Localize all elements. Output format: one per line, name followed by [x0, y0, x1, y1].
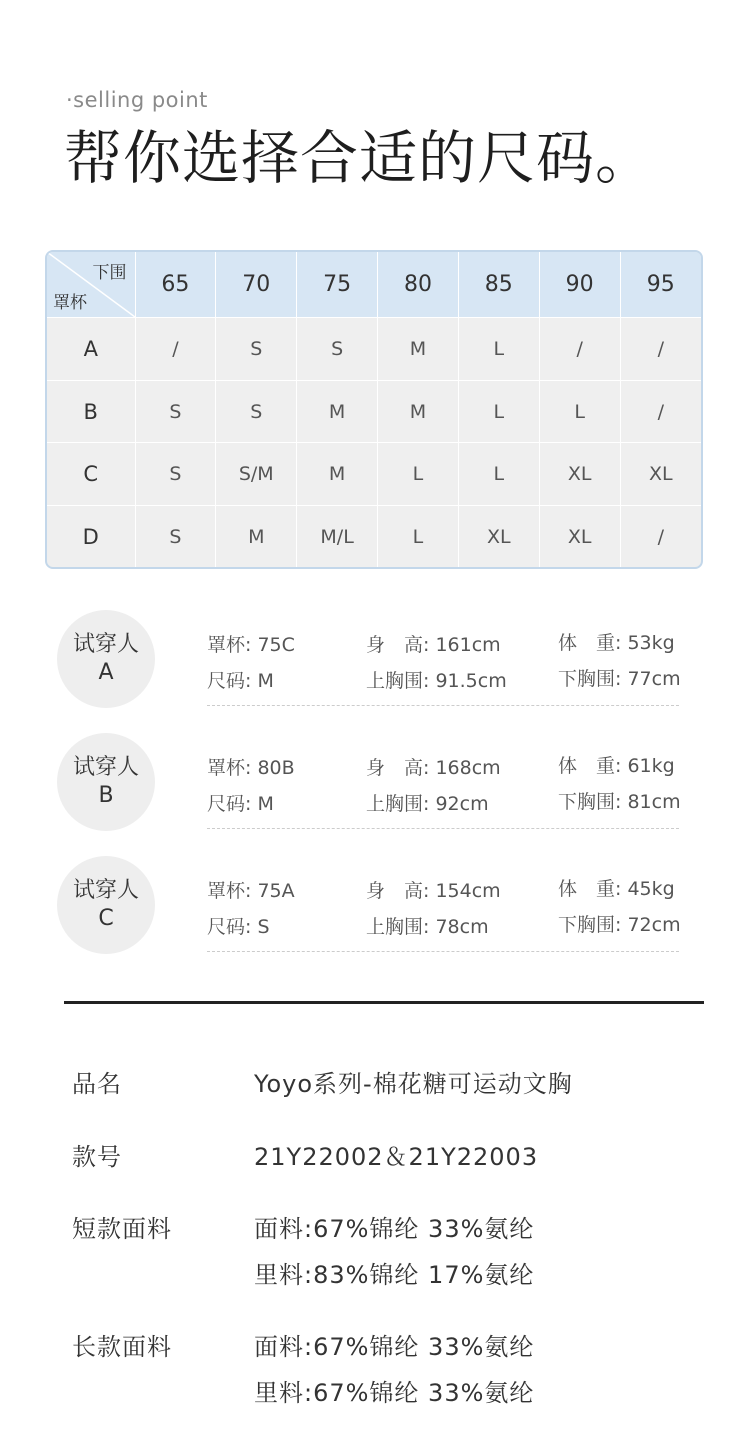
- tester-under-bust: 下胸围: 77cm: [558, 668, 681, 690]
- table-row: [47, 443, 701, 506]
- tester-height: 身 高: 154cm: [366, 880, 501, 902]
- short-fabric-label: 短款面料: [72, 1215, 172, 1243]
- size-cell: XL: [458, 506, 539, 567]
- cup-row-header: A: [47, 318, 135, 381]
- style-number-label: 款号: [72, 1143, 122, 1171]
- size-cell: S: [135, 380, 216, 443]
- tester-name: 试穿人: [72, 632, 139, 657]
- size-cell: L: [458, 318, 539, 381]
- size-cell: M: [297, 443, 378, 506]
- tester-avatar: [57, 610, 155, 708]
- underbust-column-header: 85: [458, 252, 539, 318]
- tester-card-c: [0, 856, 750, 966]
- tester-card-a: [0, 610, 750, 720]
- tester-height: 身 高: 168cm: [366, 757, 501, 779]
- product-name-value: Yoyo系列-棉花糖可运动文胸: [254, 1070, 573, 1098]
- tester-upper-bust: 上胸围: 92cm: [366, 793, 489, 815]
- table-row: [47, 506, 701, 567]
- size-chart-table: [45, 250, 703, 569]
- tester-id: C: [98, 906, 114, 931]
- tester-cup: 罩杯: 75C: [207, 634, 295, 656]
- underbust-column-header: 65: [135, 252, 216, 318]
- tester-cup: 罩杯: 75A: [207, 880, 295, 902]
- product-name-label: 品名: [72, 1070, 122, 1098]
- size-table-corner-cell: [47, 252, 135, 318]
- underbust-column-header: 80: [378, 252, 459, 318]
- size-cell: L: [458, 380, 539, 443]
- tester-under-bust: 下胸围: 81cm: [558, 791, 681, 813]
- underbust-axis-label: 下围: [92, 263, 127, 283]
- cup-row-header: D: [47, 506, 135, 567]
- size-cell: S: [297, 318, 378, 381]
- size-cell: /: [135, 318, 216, 381]
- tester-id: A: [98, 660, 114, 685]
- size-cell: S: [135, 506, 216, 567]
- tester-card-b: [0, 733, 750, 843]
- size-cell: S/M: [216, 443, 297, 506]
- size-cell: XL: [539, 506, 620, 567]
- tester-upper-bust: 上胸围: 78cm: [366, 916, 489, 938]
- long-fabric-outer: 面料:67%锦纶 33%氨纶: [254, 1333, 535, 1361]
- size-cell: M: [297, 380, 378, 443]
- tester-avatar: [57, 733, 155, 831]
- size-cell: M: [378, 380, 459, 443]
- size-cell: L: [539, 380, 620, 443]
- size-cell: L: [378, 506, 459, 567]
- dashed-divider: [207, 828, 679, 829]
- size-table-header-row: [47, 252, 701, 318]
- section-divider: [64, 1001, 704, 1004]
- size-cell: L: [378, 443, 459, 506]
- tester-weight: 体 重: 61kg: [558, 755, 675, 777]
- section-kicker: ·selling point: [66, 88, 208, 112]
- size-cell: M: [216, 506, 297, 567]
- cup-row-header: C: [47, 443, 135, 506]
- tester-under-bust: 下胸围: 72cm: [558, 914, 681, 936]
- size-cell: M/L: [297, 506, 378, 567]
- tester-size: 尺码: M: [207, 670, 274, 692]
- tester-size: 尺码: S: [207, 916, 270, 938]
- table-row: [47, 318, 701, 381]
- long-fabric-lining: 里料:67%锦纶 33%氨纶: [254, 1379, 535, 1407]
- underbust-column-header: 75: [297, 252, 378, 318]
- tester-weight: 体 重: 53kg: [558, 632, 675, 654]
- tester-size: 尺码: M: [207, 793, 274, 815]
- size-cell: /: [620, 380, 701, 443]
- dashed-divider: [207, 951, 679, 952]
- tester-height: 身 高: 161cm: [366, 634, 501, 656]
- tester-cup: 罩杯: 80B: [207, 757, 295, 779]
- size-cell: XL: [539, 443, 620, 506]
- size-cell: XL: [620, 443, 701, 506]
- short-fabric-lining: 里料:83%锦纶 17%氨纶: [254, 1261, 535, 1289]
- tester-name: 试穿人: [72, 755, 139, 780]
- page-title: 帮你选择合适的尺码。: [64, 124, 655, 192]
- size-cell: M: [378, 318, 459, 381]
- cup-row-header: B: [47, 380, 135, 443]
- size-cell: S: [135, 443, 216, 506]
- size-cell: /: [620, 318, 701, 381]
- size-cell: /: [539, 318, 620, 381]
- dashed-divider: [207, 705, 679, 706]
- tester-avatar: [57, 856, 155, 954]
- style-number-value: 21Y22002＆21Y22003: [254, 1143, 539, 1171]
- tester-id: B: [98, 783, 114, 808]
- tester-weight: 体 重: 45kg: [558, 878, 675, 900]
- size-cell: /: [657, 525, 664, 548]
- underbust-column-header: 70: [216, 252, 297, 318]
- underbust-column-header: 95: [620, 252, 701, 318]
- tester-name: 试穿人: [72, 878, 139, 903]
- long-fabric-label: 长款面料: [72, 1333, 172, 1361]
- tester-upper-bust: 上胸围: 91.5cm: [366, 670, 507, 692]
- short-fabric-outer: 面料:67%锦纶 33%氨纶: [254, 1215, 535, 1243]
- size-cell: L: [458, 443, 539, 506]
- size-cell: S: [216, 318, 297, 381]
- size-cell: S: [216, 380, 297, 443]
- underbust-column-header: 90: [539, 252, 620, 318]
- cup-axis-label: 罩杯: [53, 293, 87, 313]
- table-row: [47, 380, 701, 443]
